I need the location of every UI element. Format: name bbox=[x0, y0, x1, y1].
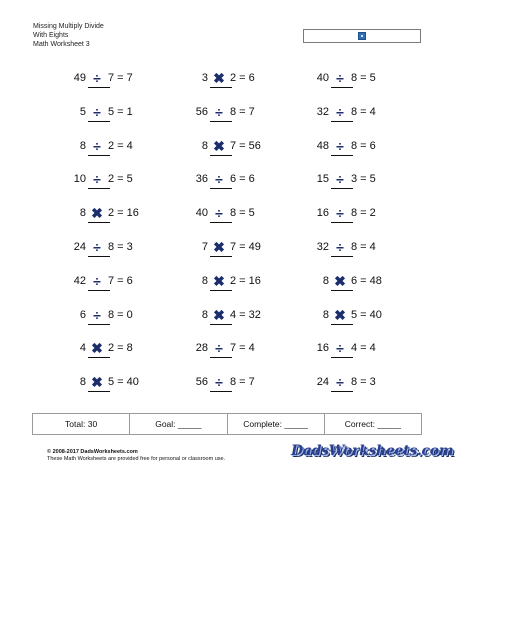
equation-rest: 8 = 2 bbox=[351, 207, 376, 220]
answer-blank[interactable] bbox=[210, 290, 232, 291]
operand: 8 bbox=[322, 308, 329, 321]
equation-rest: 6 = 48 bbox=[351, 274, 382, 287]
math-problem bbox=[192, 139, 322, 169]
math-problem bbox=[313, 206, 443, 236]
math-problem bbox=[192, 71, 322, 101]
equation-rest: 8 = 4 bbox=[351, 105, 376, 118]
division-sign-icon: ÷ bbox=[336, 205, 344, 222]
equation-rest: 5 = 40 bbox=[108, 376, 139, 389]
operand: 10 bbox=[73, 173, 86, 186]
math-problem bbox=[192, 240, 322, 270]
division-sign-icon: ÷ bbox=[336, 340, 344, 357]
equation-rest: 6 = 6 bbox=[230, 173, 255, 186]
math-problem bbox=[313, 240, 443, 270]
math-problem bbox=[70, 105, 200, 135]
equation-rest: 5 = 1 bbox=[108, 105, 133, 118]
operand: 8 bbox=[79, 207, 86, 220]
division-sign-icon: ÷ bbox=[336, 103, 344, 120]
answer-blank[interactable] bbox=[331, 188, 353, 189]
equation-rest: 7 = 56 bbox=[230, 139, 261, 152]
dadsworksheets-logo: DadsWorksheets.com bbox=[291, 443, 454, 459]
answer-blank[interactable] bbox=[331, 155, 353, 156]
math-problem bbox=[192, 375, 322, 405]
equation-rest: 8 = 3 bbox=[108, 241, 133, 253]
usage-note: These Math Worksheets are provided free for personal or classroom use. bbox=[47, 456, 226, 462]
answer-blank[interactable] bbox=[210, 222, 232, 223]
answer-blank[interactable] bbox=[331, 357, 353, 358]
answer-blank[interactable] bbox=[331, 391, 353, 392]
math-problem bbox=[313, 139, 443, 169]
division-sign-icon: ÷ bbox=[93, 70, 101, 86]
answer-blank[interactable] bbox=[88, 290, 110, 291]
equation-rest: 2 = 6 bbox=[230, 72, 255, 84]
operand: 42 bbox=[73, 274, 86, 287]
math-problem bbox=[192, 341, 322, 371]
answer-blank[interactable] bbox=[88, 391, 110, 392]
answer-blank[interactable] bbox=[210, 188, 232, 189]
answer-blank[interactable] bbox=[88, 188, 110, 189]
answer-blank[interactable] bbox=[88, 324, 110, 325]
division-sign-icon: ÷ bbox=[215, 205, 223, 222]
score-footer bbox=[32, 413, 422, 435]
equation-rest: 2 = 16 bbox=[108, 207, 139, 220]
multiplication-sign-icon: ✖ bbox=[213, 272, 225, 289]
equation-rest: 4 = 32 bbox=[230, 308, 261, 321]
equation-rest: 2 = 5 bbox=[108, 173, 133, 186]
math-problem bbox=[192, 308, 322, 338]
math-problem bbox=[70, 308, 200, 338]
operand: 16 bbox=[316, 342, 329, 355]
operand: 8 bbox=[79, 376, 86, 389]
answer-blank[interactable] bbox=[88, 87, 110, 88]
operand: 6 bbox=[79, 308, 86, 321]
equation-rest: 7 = 6 bbox=[108, 274, 133, 287]
math-problem bbox=[70, 375, 200, 405]
operand: 48 bbox=[316, 139, 329, 152]
division-sign-icon: ÷ bbox=[215, 340, 223, 357]
division-sign-icon: ÷ bbox=[215, 374, 223, 391]
multiplication-sign-icon: ✖ bbox=[91, 340, 103, 357]
answer-blank[interactable] bbox=[210, 256, 232, 257]
operand: 8 bbox=[201, 308, 208, 321]
operand: 40 bbox=[195, 207, 208, 220]
equation-rest: 8 = 0 bbox=[108, 308, 133, 321]
division-sign-icon: ÷ bbox=[93, 103, 101, 120]
answer-blank[interactable] bbox=[331, 256, 353, 257]
math-problem bbox=[313, 308, 443, 338]
equation-rest: 8 = 6 bbox=[351, 139, 376, 152]
operand: 24 bbox=[316, 376, 329, 389]
equation-rest: 8 = 4 bbox=[351, 241, 376, 253]
operand: 40 bbox=[316, 72, 329, 84]
equation-rest: 5 = 40 bbox=[351, 308, 382, 321]
complete-field: Complete: _____ bbox=[227, 414, 324, 434]
equation-rest: 8 = 7 bbox=[230, 376, 255, 389]
division-sign-icon: ÷ bbox=[215, 171, 223, 188]
math-problem bbox=[70, 341, 200, 371]
division-sign-icon: ÷ bbox=[93, 306, 101, 323]
equation-rest: 3 = 5 bbox=[351, 173, 376, 186]
equation-rest: 8 = 5 bbox=[230, 207, 255, 220]
equation-rest: 8 = 5 bbox=[351, 72, 376, 84]
answer-blank[interactable] bbox=[88, 256, 110, 257]
multiplication-sign-icon: ✖ bbox=[91, 205, 103, 222]
math-problem bbox=[70, 71, 200, 101]
answer-blank[interactable] bbox=[88, 222, 110, 223]
division-sign-icon: ÷ bbox=[93, 272, 101, 289]
answer-blank[interactable] bbox=[331, 324, 353, 325]
math-problem bbox=[313, 341, 443, 371]
math-problem bbox=[70, 172, 200, 202]
answer-blank[interactable] bbox=[88, 155, 110, 156]
operand: 16 bbox=[316, 207, 329, 220]
equation-rest: 4 = 4 bbox=[351, 342, 376, 355]
operand: 8 bbox=[201, 139, 208, 152]
worksheet-title: Missing Multiply Divide bbox=[33, 23, 104, 30]
multiplication-sign-icon: ✖ bbox=[334, 306, 346, 323]
math-problem bbox=[70, 139, 200, 169]
answer-blank[interactable] bbox=[331, 222, 353, 223]
math-problem bbox=[313, 274, 443, 304]
operand: 49 bbox=[73, 72, 86, 84]
correct-field: Correct: _____ bbox=[324, 414, 421, 434]
answer-blank[interactable] bbox=[331, 290, 353, 291]
division-sign-icon: ÷ bbox=[93, 171, 101, 188]
equation-rest: 7 = 49 bbox=[230, 241, 261, 253]
math-problem bbox=[313, 71, 443, 101]
operand: 36 bbox=[195, 173, 208, 186]
answer-blank[interactable] bbox=[210, 324, 232, 325]
operand: 8 bbox=[79, 139, 86, 152]
math-problem bbox=[70, 240, 200, 270]
equation-rest: 7 = 4 bbox=[230, 342, 255, 355]
equation-rest: 8 = 3 bbox=[351, 376, 376, 389]
answer-blank[interactable] bbox=[331, 87, 353, 88]
worksheet-number: Math Worksheet 3 bbox=[33, 41, 90, 48]
operand: 24 bbox=[73, 241, 86, 253]
multiplication-sign-icon: ✖ bbox=[334, 272, 346, 289]
division-sign-icon: ÷ bbox=[336, 374, 344, 391]
answer-blank[interactable] bbox=[88, 357, 110, 358]
copyright-notice bbox=[47, 449, 225, 463]
equation-rest: 2 = 16 bbox=[230, 274, 261, 287]
division-sign-icon: ÷ bbox=[336, 171, 344, 188]
math-problem bbox=[192, 105, 322, 135]
math-problem bbox=[313, 375, 443, 405]
division-sign-icon: ÷ bbox=[93, 239, 101, 255]
total-count: Total: 30 bbox=[65, 419, 98, 429]
answer-blank[interactable] bbox=[210, 357, 232, 358]
multiplication-sign-icon: ✖ bbox=[213, 70, 225, 86]
operand: 32 bbox=[316, 105, 329, 118]
answer-blank[interactable] bbox=[210, 391, 232, 392]
operand: 8 bbox=[322, 274, 329, 287]
copyright-line: © 2008-2017 DadsWorksheets.com bbox=[47, 449, 138, 455]
multiplication-sign-icon: ✖ bbox=[213, 306, 225, 323]
operand: 28 bbox=[195, 342, 208, 355]
answer-blank[interactable] bbox=[210, 87, 232, 88]
math-problem bbox=[192, 172, 322, 202]
worksheet-subtitle: With Eights bbox=[33, 32, 69, 39]
math-problem bbox=[313, 172, 443, 202]
operand: 56 bbox=[195, 105, 208, 118]
operand: 8 bbox=[201, 274, 208, 287]
math-problem bbox=[192, 274, 322, 304]
operand: 4 bbox=[79, 342, 86, 355]
operand: 56 bbox=[195, 376, 208, 389]
operand: 5 bbox=[79, 105, 86, 118]
operand: 32 bbox=[316, 241, 329, 253]
multiplication-sign-icon: ✖ bbox=[91, 374, 103, 391]
operand: 15 bbox=[316, 173, 329, 186]
operand: 3 bbox=[201, 72, 208, 84]
answer-blank[interactable] bbox=[88, 121, 110, 122]
answer-blank[interactable] bbox=[210, 121, 232, 122]
operand: 7 bbox=[201, 241, 208, 253]
math-problem bbox=[313, 105, 443, 135]
division-sign-icon: ÷ bbox=[215, 103, 223, 120]
equation-rest: 8 = 7 bbox=[230, 105, 255, 118]
math-problem bbox=[70, 206, 200, 236]
equation-rest: 2 = 4 bbox=[108, 139, 133, 152]
answer-blank[interactable] bbox=[210, 155, 232, 156]
division-sign-icon: ÷ bbox=[336, 239, 344, 255]
multiplication-sign-icon: ✖ bbox=[213, 239, 225, 255]
math-problem bbox=[192, 206, 322, 236]
division-sign-icon: ÷ bbox=[336, 70, 344, 86]
math-problem bbox=[70, 274, 200, 304]
division-sign-icon: ÷ bbox=[93, 137, 101, 154]
equation-rest: 7 = 7 bbox=[108, 72, 133, 84]
goal-field: Goal: _____ bbox=[129, 414, 226, 434]
multiplication-sign-icon: ✖ bbox=[213, 137, 225, 154]
equation-rest: 2 = 8 bbox=[108, 342, 133, 355]
division-sign-icon: ÷ bbox=[336, 137, 344, 154]
answer-blank[interactable] bbox=[331, 121, 353, 122]
